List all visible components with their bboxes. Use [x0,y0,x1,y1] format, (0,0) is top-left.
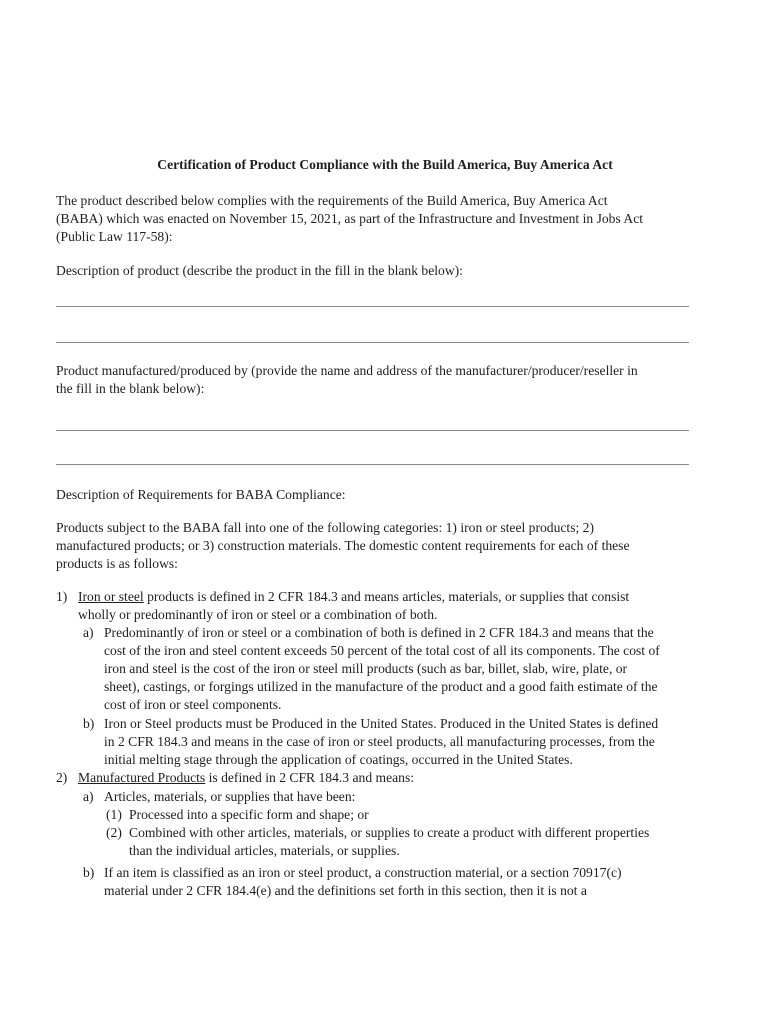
manufacturer-blank-line-2[interactable] [56,464,689,465]
item-2b-marker: b) [83,865,95,880]
intro-line-1: The product described below complies with the requirements of the Build America, Buy America Act [56,193,608,208]
item-2-line-1-rest: is defined in 2 CFR 184.3 and means: [205,770,415,785]
description-prompt: Description of product (describe the product in the fill in the blank below): [56,263,463,278]
item-1-term: Iron or steel [78,589,144,604]
categories-line-3: products is as follows: [56,556,178,571]
intro-line-3: (Public Law 117-58): [56,229,173,244]
item-2-number: 2) [56,770,68,785]
item-1-number: 1) [56,589,68,604]
requirements-heading: Description of Requirements for BABA Compliance: [56,487,346,502]
item-2a-text: Articles, materials, or supplies that have been: [104,789,356,804]
item-2a2-line-1: Combined with other articles, materials, or supplies to create a product with different properties [129,825,650,840]
item-2a1-marker: (1) [106,807,122,822]
description-blank-line-1[interactable] [56,306,689,307]
item-2-line-1 [78,769,414,788]
item-2a-marker: a) [83,789,94,804]
categories-line-1: Products subject to the BABA fall into one of the following categories: 1) iron or steel products; 2) [56,520,594,535]
item-2b-line-2: material under 2 CFR 184.4(e) and the definitions set forth in this section, then it is not a [104,883,587,898]
item-1b-marker: b) [83,716,95,731]
page-title: Certification of Product Compliance with the Build America, Buy America Act [157,157,613,172]
item-1a-marker: a) [83,625,94,640]
item-1a-line-5: cost of iron or steel components. [104,697,282,712]
item-1-line-1 [78,588,629,607]
item-2b-line-1: If an item is classified as an iron or steel product, a construction material, or a section 70917(c) [104,865,622,880]
description-blank-line-2[interactable] [56,342,689,343]
item-2a2-marker: (2) [106,825,122,840]
manufacturer-prompt-line-2: the fill in the blank below): [56,381,205,396]
item-1a-line-2: cost of the iron and steel content exceeds 50 percent of the total cost of all its components. The cost of [104,643,660,658]
item-2-term: Manufactured Products [78,770,206,785]
item-1a-line-3: iron and steel is the cost of the iron or steel mill products (such as bar, billet, slab, wire, plate, or [104,661,628,676]
item-1b-line-2: in 2 CFR 184.3 and means in the case of iron or steel products, all manufacturing processes, from the [104,734,655,749]
item-2a1-text: Processed into a specific form and shape; or [129,807,369,822]
item-1a-line-1: Predominantly of iron or steel or a combination of both is defined in 2 CFR 184.3 and means that the [104,625,654,640]
manufacturer-prompt-line-1: Product manufactured/produced by (provide the name and address of the manufacturer/producer/reseller in [56,363,638,378]
item-1-line-1-rest: products is defined in 2 CFR 184.3 and means articles, materials, or supplies that consist [143,589,630,604]
intro-line-2: (BABA) which was enacted on November 15, 2021, as part of the Infrastructure and Investment in Jobs Act [56,211,644,226]
item-1b-line-3: initial melting stage through the application of coatings, occurred in the United States. [104,752,573,767]
item-2a2-line-2: than the individual articles, materials, or supplies. [129,843,400,858]
manufacturer-blank-line-1[interactable] [56,430,689,431]
categories-line-2: manufactured products; or 3) construction materials. The domestic content requirements for each of these [56,538,630,553]
item-1a-line-4: sheet), castings, or forgings utilized in the manufacture of the product and a good faith estimate of the [104,679,658,694]
item-1b-line-1: Iron or Steel products must be Produced in the United States. Produced in the United States is defined [104,716,659,731]
item-1-line-2: wholly or predominantly of iron or steel or a combination of both. [78,607,438,622]
